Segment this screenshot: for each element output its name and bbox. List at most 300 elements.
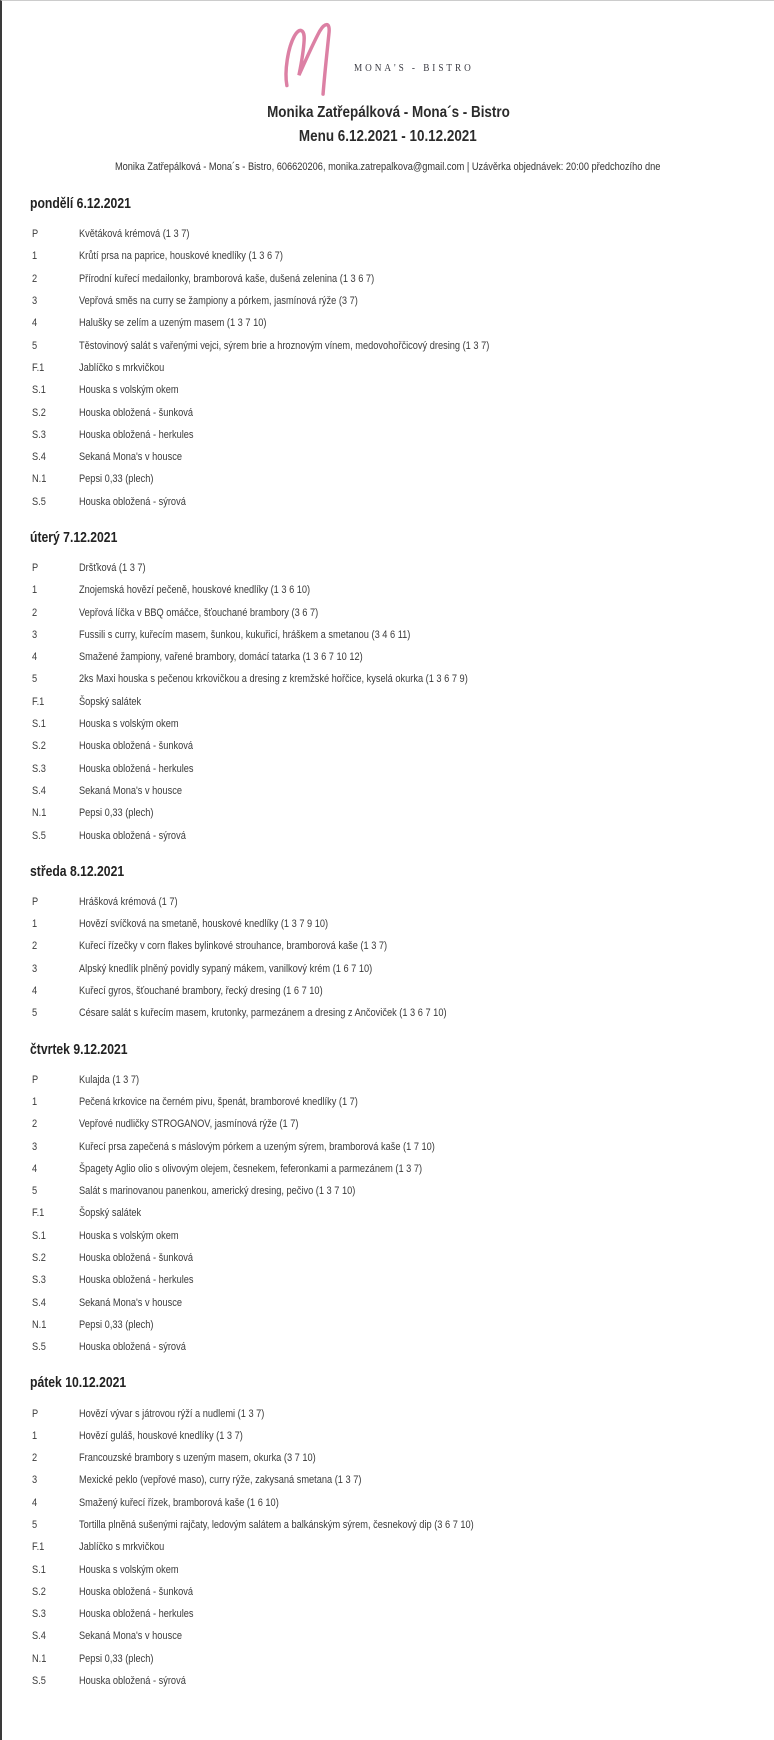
item-description-text: Francouzské brambory s uzeným masem, okurka (3 7 10) [79, 1452, 316, 1465]
item-description-text: Smažený kuřecí řízek, bramborová kaše (1 6 10) [79, 1496, 279, 1509]
day-heading [30, 1040, 774, 1060]
item-code [30, 429, 79, 441]
menu-item-row [30, 1558, 774, 1580]
item-description-text: Halušky se zelím a uzeným masem (1 3 7 10) [79, 317, 267, 330]
item-description [79, 607, 774, 619]
item-description [79, 295, 774, 307]
menu-item-row [30, 290, 774, 312]
item-description-text: Přírodní kuřecí medailonky, bramborová kaše, dušená zelenina (1 3 6 7) [79, 272, 375, 285]
item-code-text: 2 [32, 940, 38, 953]
item-description-text: Houska s volským okem [79, 1229, 179, 1242]
item-description-text: Houska obložená - sýrová [79, 1675, 186, 1688]
item-code [30, 1341, 79, 1353]
menu-item-row [30, 312, 774, 334]
item-code [30, 1007, 79, 1019]
item-description-text: Salát s marinovanou panenkou, americký dresing, pečivo (1 3 7 10) [79, 1185, 356, 1198]
item-code [30, 1074, 79, 1086]
menu-item-row [30, 1314, 774, 1336]
item-code [30, 1163, 79, 1175]
item-description-text: Houska obložená - herkules [79, 762, 194, 775]
menu-item-row [30, 1625, 774, 1647]
item-code [30, 1564, 79, 1576]
contact-line: Monika Zatřepálková - Mona´s - Bistro, 606620206, monika.zatrepalkova@gmail.com | Uzávěrka objednávek: 20:00 předchozího dne [115, 161, 661, 173]
item-code [30, 384, 79, 396]
item-code [30, 629, 79, 641]
item-code [30, 607, 79, 619]
item-code [30, 1541, 79, 1553]
menu-item-row [30, 935, 774, 957]
item-code [30, 1474, 79, 1486]
menu-item-row [30, 1492, 774, 1514]
item-description [79, 250, 774, 262]
item-code [30, 1608, 79, 1620]
item-code [30, 696, 79, 708]
item-description-text: Krůtí prsa na paprice, houskové knedlíky (1 3 6 7) [79, 250, 283, 263]
item-description [79, 1096, 774, 1108]
menu-day-section [30, 194, 774, 513]
item-description-text: Fussili s curry, kuřecím masem, šunkou, kukuřicí, hráškem a smetanou (3 4 6 11) [79, 628, 411, 641]
item-code [30, 1319, 79, 1331]
item-code [30, 1230, 79, 1242]
item-code-text: S.1 [32, 384, 46, 397]
item-description-text: Hovězí svíčková na smetaně, houskové knedlíky (1 3 7 9 10) [79, 918, 329, 931]
item-description [79, 429, 774, 441]
item-description [79, 1297, 774, 1309]
menu-date-range-row [2, 125, 774, 149]
item-description [79, 718, 774, 730]
item-description [79, 1519, 774, 1531]
item-code [30, 1297, 79, 1309]
item-description [79, 1252, 774, 1264]
item-code-text: S.2 [32, 1252, 46, 1265]
item-description [79, 1630, 774, 1642]
item-description [79, 963, 774, 975]
menu-day-section [30, 1373, 774, 1692]
menu-item-row [30, 624, 774, 646]
item-description-text: Hovězí guláš, houskové knedlíky (1 3 7) [79, 1429, 243, 1442]
item-description-text: Dršťková (1 3 7) [79, 562, 146, 574]
menu-item-row [30, 1447, 774, 1469]
item-description-text: Houska obložená - herkules [79, 428, 194, 441]
item-code-text: 1 [32, 1095, 38, 1108]
item-description-text: Houska obložená - šunková [79, 740, 194, 753]
item-description-text: Sekaná Mona's v housce [79, 1630, 182, 1643]
item-code-text: S.4 [32, 451, 46, 464]
item-code-text: P [32, 1407, 39, 1420]
page-title-row [2, 101, 774, 125]
item-code-text: S.4 [32, 784, 46, 797]
menu-item-row [30, 268, 774, 290]
item-code [30, 963, 79, 975]
menu-day-section [30, 528, 774, 847]
item-code-text: S.5 [32, 1341, 46, 1354]
item-code [30, 1118, 79, 1130]
item-description [79, 1341, 774, 1353]
day-heading-text: pátek 10.12.2021 [30, 1375, 127, 1392]
item-description [79, 273, 774, 285]
item-code-text: 4 [32, 1496, 38, 1509]
item-description-text: 2ks Maxi houska s pečenou krkovičkou a dresing z kremžské hořčice, kyselá okurka (1 3 6 7 9) [79, 673, 468, 686]
contact-line-row [2, 160, 774, 174]
item-code-text: 2 [32, 272, 38, 285]
item-code [30, 830, 79, 842]
menu-item-row [30, 713, 774, 735]
item-description-text: Pepsi 0,33 (plech) [79, 1318, 154, 1331]
menu-item-row [30, 1291, 774, 1313]
item-description [79, 1653, 774, 1665]
item-description-text: Špagety Aglio olio s olivovým olejem, česnekem, feferonkami a parmezánem (1 3 7) [79, 1162, 423, 1175]
item-code [30, 1185, 79, 1197]
header [2, 1, 774, 174]
item-code [30, 673, 79, 685]
item-description [79, 763, 774, 775]
item-code-text: S.5 [32, 495, 46, 508]
menu-item-row [30, 468, 774, 490]
item-code-text: S.2 [32, 406, 46, 419]
menu-item-row [30, 1269, 774, 1291]
item-description [79, 940, 774, 952]
item-description [79, 1497, 774, 1509]
item-description-text: Houska obložená - šunková [79, 1585, 194, 1598]
menu-item-row [30, 913, 774, 935]
item-description [79, 451, 774, 463]
item-code-text: 1 [32, 1429, 38, 1442]
item-code [30, 785, 79, 797]
item-description [79, 1675, 774, 1687]
item-code [30, 807, 79, 819]
item-code [30, 451, 79, 463]
item-code [30, 340, 79, 352]
item-description-text: Kulajda (1 3 7) [79, 1073, 140, 1086]
menu-item-row [30, 491, 774, 513]
item-description-text: Houska s volským okem [79, 718, 179, 731]
item-description-text: Alpský knedlík plněný povidly sypaný mákem, vanilkový krém (1 6 7 10) [79, 962, 373, 975]
menu-item-row [30, 891, 774, 913]
item-description-text: Houska obložená - herkules [79, 1608, 194, 1621]
item-description-text: Smažené žampiony, vařené brambory, domácí tatarka (1 3 6 7 10 12) [79, 651, 363, 664]
menu-item-row [30, 379, 774, 401]
menu-day-section [30, 1040, 774, 1359]
item-code [30, 1096, 79, 1108]
item-description-text: Houska s volským okem [79, 384, 179, 397]
item-description [79, 496, 774, 508]
item-code-text: S.4 [32, 1296, 46, 1309]
item-description [79, 830, 774, 842]
item-description [79, 1118, 774, 1130]
item-code [30, 763, 79, 775]
item-description [79, 673, 774, 685]
item-code [30, 1274, 79, 1286]
item-code-text: 1 [32, 250, 38, 263]
item-code-text: 3 [32, 628, 38, 641]
item-code-text: 3 [32, 1474, 38, 1487]
day-heading-text: pondělí 6.12.2021 [30, 196, 131, 212]
item-description [79, 407, 774, 419]
item-code-text: F.1 [32, 361, 45, 374]
item-code-text: 5 [32, 1185, 38, 1198]
item-code [30, 1497, 79, 1509]
menu-item-row [30, 1069, 774, 1091]
item-code-text: P [32, 895, 39, 908]
day-heading [30, 528, 774, 548]
item-code-text: S.3 [32, 1608, 46, 1621]
menu-item-row [30, 1670, 774, 1692]
item-code-text: 5 [32, 673, 38, 686]
item-description [79, 1185, 774, 1197]
item-code-text: S.2 [32, 740, 46, 753]
item-code [30, 1653, 79, 1665]
menu-item-row [30, 401, 774, 423]
item-code-text: S.1 [32, 718, 46, 731]
item-code-text: F.1 [32, 1207, 45, 1220]
item-description [79, 1274, 774, 1286]
item-code-text: 2 [32, 1118, 38, 1131]
menu-item-row [30, 245, 774, 267]
item-code-text: 1 [32, 918, 38, 931]
item-code [30, 362, 79, 374]
day-heading-text: středa 8.12.2021 [30, 863, 125, 880]
item-description-text: Houska obložená - herkules [79, 1274, 194, 1287]
item-code-text: P [32, 228, 39, 241]
menu-item-row [30, 1002, 774, 1024]
item-description [79, 696, 774, 708]
item-description-text: Kuřecí prsa zapečená s máslovým pórkem a uzeným sýrem, bramborová kaše (1 7 10) [79, 1140, 435, 1153]
item-code-text: 4 [32, 985, 38, 998]
item-code-text: F.1 [32, 1541, 45, 1554]
item-description [79, 896, 774, 908]
item-description [79, 1207, 774, 1219]
item-description-text: Pepsi 0,33 (plech) [79, 807, 154, 820]
menu-days [2, 174, 774, 1692]
menu-item-row [30, 1648, 774, 1670]
logo-brand-text: MONA'S - BISTRO [353, 62, 474, 74]
menu-item-row [30, 1158, 774, 1180]
item-description-text: Pečená krkovice na černém pivu, špenát, bramborové knedlíky (1 7) [79, 1095, 358, 1108]
item-code-text: F.1 [32, 695, 45, 708]
item-description-text: Houska s volským okem [79, 1563, 179, 1576]
item-description [79, 340, 774, 352]
menu-item-row [30, 1469, 774, 1491]
item-code [30, 918, 79, 930]
item-code-text: S.1 [32, 1563, 46, 1576]
menu-item-row [30, 691, 774, 713]
menu-item-row [30, 1336, 774, 1358]
day-heading [30, 1373, 774, 1393]
item-description [79, 362, 774, 374]
menu-item-row [30, 1113, 774, 1135]
item-description-text: Houska obložená - sýrová [79, 495, 186, 508]
item-description-text: Jablíčko s mrkvičkou [79, 1541, 165, 1554]
menu-item-row [30, 824, 774, 846]
item-code-text: 4 [32, 1162, 38, 1175]
menu-item-row [30, 1247, 774, 1269]
item-code-text: P [32, 562, 39, 574]
menu-item-row [30, 758, 774, 780]
item-description-text: Šopský salátek [79, 695, 142, 708]
item-description-text: Vepřová líčka v BBQ omáčce, šťouchané brambory (3 6 7) [79, 606, 319, 619]
item-description-text: Šopský salátek [79, 1207, 142, 1220]
item-code-text: S.3 [32, 1274, 46, 1287]
item-code-text: 5 [32, 339, 38, 352]
item-description-text: Hovězí vývar s játrovou rýží a nudlemi (1 3 7) [79, 1407, 265, 1420]
item-code [30, 250, 79, 262]
item-code [30, 1252, 79, 1264]
item-description [79, 1474, 774, 1486]
item-description [79, 1586, 774, 1598]
menu-item-row [30, 1603, 774, 1625]
item-code-text: 5 [32, 1007, 38, 1020]
item-code [30, 317, 79, 329]
item-description [79, 740, 774, 752]
menu-item-row [30, 980, 774, 1002]
item-code-text: N.1 [32, 1318, 47, 1331]
item-description [79, 584, 774, 596]
item-description [79, 1007, 774, 1019]
item-description [79, 1408, 774, 1420]
item-code [30, 896, 79, 908]
item-code [30, 1586, 79, 1598]
item-description [79, 785, 774, 797]
menu-item-row [30, 1180, 774, 1202]
item-code [30, 1408, 79, 1420]
item-description [79, 918, 774, 930]
item-code-text: 2 [32, 606, 38, 619]
item-description-text: Jablíčko s mrkvičkou [79, 361, 165, 374]
menu-item-row [30, 357, 774, 379]
item-description-text: Sekaná Mona's v housce [79, 1296, 182, 1309]
item-description-text: Pepsi 0,33 (plech) [79, 473, 154, 486]
item-description [79, 1564, 774, 1576]
item-description [79, 1608, 774, 1620]
item-code-text: S.5 [32, 1675, 46, 1688]
item-description [79, 317, 774, 329]
item-code-text: 5 [32, 1518, 38, 1531]
item-code [30, 1141, 79, 1153]
item-description [79, 1074, 774, 1086]
item-description-text: Houska obložená - šunková [79, 406, 194, 419]
menu-item-row [30, 780, 774, 802]
menu-item-row [30, 579, 774, 601]
item-description-text: Kuřecí řízečky v corn flakes bylinkové strouhance, bramborová kaše (1 3 7) [79, 940, 388, 953]
item-description-text: Pepsi 0,33 (plech) [79, 1652, 154, 1665]
menu-item-row [30, 424, 774, 446]
menu-item-row [30, 1536, 774, 1558]
menu-item-row [30, 1402, 774, 1424]
menu-item-row [30, 334, 774, 356]
item-description [79, 1163, 774, 1175]
item-code-text: P [32, 1073, 39, 1086]
day-heading-text: úterý 7.12.2021 [30, 529, 118, 546]
item-description-text: Hrášková krémová (1 7) [79, 895, 178, 908]
item-description [79, 629, 774, 641]
item-description-text: Vepřová směs na curry se žampiony a pórkem, jasmínová rýže (3 7) [79, 295, 358, 308]
item-code-text: 4 [32, 317, 38, 330]
item-description-text: Vepřové nudličky STROGANOV, jasmínová rýže (1 7) [79, 1118, 299, 1131]
page-title: Monika Zatřepálková - Mona´s - Bistro [266, 104, 510, 121]
item-code-text: 1 [32, 584, 38, 597]
item-description-text: Znojemská hovězí pečeně, houskové knedlíky (1 3 6 10) [79, 584, 311, 597]
item-description-text: Sekaná Mona's v housce [79, 784, 182, 797]
item-description [79, 1319, 774, 1331]
item-code [30, 740, 79, 752]
item-code [30, 473, 79, 485]
menu-date-range: Menu 6.12.2021 - 10.12.2021 [299, 128, 477, 145]
item-description [79, 228, 774, 240]
monogram-m-icon [280, 18, 342, 98]
item-description [79, 1452, 774, 1464]
item-code [30, 1207, 79, 1219]
item-description [79, 384, 774, 396]
item-description [79, 1141, 774, 1153]
menu-item-row [30, 958, 774, 980]
item-code [30, 584, 79, 596]
item-description [79, 985, 774, 997]
menu-item-row [30, 1425, 774, 1447]
item-description-text: Těstovinový salát s vařenými vejci, sýrem brie a hroznovým vínem, medovohořčicový dresing (1 3 7) [79, 339, 490, 352]
item-code [30, 985, 79, 997]
item-code [30, 651, 79, 663]
item-description [79, 1230, 774, 1242]
menu-item-row [30, 1135, 774, 1157]
menu-item-row [30, 668, 774, 690]
item-description [79, 1430, 774, 1442]
day-heading [30, 862, 774, 882]
item-code-text: 3 [32, 1140, 38, 1153]
item-code [30, 718, 79, 730]
menu-item-row [30, 735, 774, 757]
item-code-text: 3 [32, 962, 38, 975]
day-heading [30, 194, 774, 214]
menu-item-row [30, 1091, 774, 1113]
item-description-text: Tortilla plněná sušenými rajčaty, ledovým salátem a balkánským sýrem, česnekový dip (3 6 7 10) [79, 1518, 474, 1531]
item-description [79, 651, 774, 663]
item-code-text: N.1 [32, 807, 47, 820]
item-description-text: Mexické peklo (vepřové maso), curry rýže, zakysaná smetana (1 3 7) [79, 1474, 362, 1487]
item-description-text: Césare salát s kuřecím masem, krutonky, parmezánem a dresing z Ančoviček (1 3 6 7 10) [79, 1007, 447, 1020]
item-description-text: Kuřecí gyros, šťouchané brambory, řecký dresing (1 6 7 10) [79, 985, 323, 998]
item-code [30, 1519, 79, 1531]
item-code [30, 1675, 79, 1687]
menu-item-row [30, 1225, 774, 1247]
day-heading-text: čtvrtek 9.12.2021 [30, 1041, 128, 1058]
menu-item-row [30, 1514, 774, 1536]
item-description-text: Květáková krémová (1 3 7) [79, 228, 190, 241]
item-description [79, 1541, 774, 1553]
menu-item-row [30, 557, 774, 579]
menu-item-row [30, 223, 774, 245]
item-description-text: Houska obložená - šunková [79, 1252, 194, 1265]
item-description [79, 473, 774, 485]
menu-item-row [30, 1581, 774, 1603]
item-code-text: 2 [32, 1452, 38, 1465]
item-code [30, 562, 79, 574]
menu-item-row [30, 646, 774, 668]
item-code-text: S.2 [32, 1585, 46, 1598]
item-code-text: S.3 [32, 762, 46, 775]
item-code [30, 295, 79, 307]
item-description [79, 807, 774, 819]
item-description-text: Sekaná Mona's v housce [79, 451, 182, 464]
menu-item-row [30, 601, 774, 623]
menu-item-row [30, 1202, 774, 1224]
item-code-text: 3 [32, 295, 38, 308]
item-code [30, 1430, 79, 1442]
menu-item-row [30, 446, 774, 468]
item-code [30, 1452, 79, 1464]
item-code [30, 940, 79, 952]
item-code [30, 407, 79, 419]
item-code-text: N.1 [32, 1652, 47, 1665]
